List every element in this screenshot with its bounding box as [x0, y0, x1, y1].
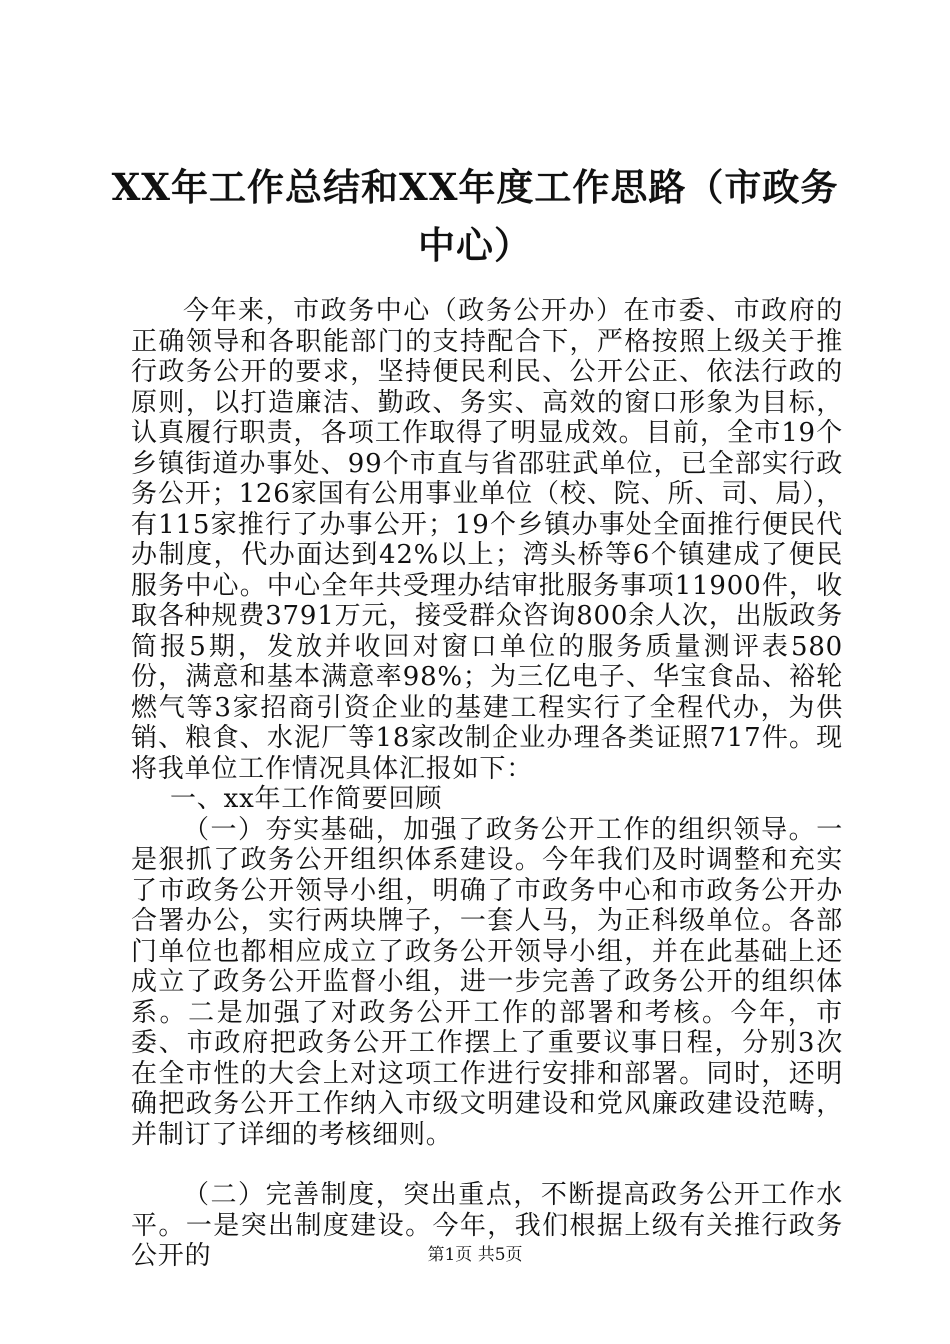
document-title: XX年工作总结和XX年度工作思路（市政务中心）	[111, 165, 839, 267]
intro-paragraph: 今年来，市政务中心（政务公开办）在市委、市政府的正确领导和各职能部门的支持配合下，严格按照上级关于推行政务公开的要求，坚持便民利民、公开公正、依法行政的原则，以打造廉洁、勤政、务实、高效的窗口形象为目标，认真履行职责，各项工作取得了明显成效。目前，全市19个乡镇街道办事处、99个市直与省邵驻武单位，已全部实行政务公开；126家国有公用事业单位（校、院、所、司、局），有115家推行了办事公开；19个乡镇办事处全面推行便民代办制度，代办面达到42%以上；湾头桥等6个镇建成了便民服务中心。中心全年共受理办结审批服务事项11900件，收取各种规费3791万元，接受群众咨询800余人次，出版政务简报5期，发放并收回对窗口单位的服务质量测评表580份，满意和基本满意率98%；为三亿电子、华宝食品、裕轮燃气等3家招商引资企业的基建工程实行了全程代办，为供销、粮食、水泥厂等18家改制企业办理各类证照717件。现将我单位工作情况具体汇报如下：	[131, 296, 843, 784]
document-body	[131, 296, 843, 1272]
subsection-paragraph-1: （一）夯实基础，加强了政务公开工作的组织领导。一是狠抓了政务公开组织体系建设。今年我们及时调整和充实了市政务公开领导小组，明确了市政务中心和市政务公开办合署办公，实行两块牌子，一套人马，为正科级单位。各部门单位也都相应成立了政务公开领导小组，并在此基础上还成立了政务公开监督小组，进一步完善了政务公开的组织体系。二是加强了对政务公开工作的部署和考核。今年，市委、市政府把政务公开工作摆上了重要议事日程，分别3次在全市性的大会上对这项工作进行安排和部署。同时，还明确把政务公开工作纳入市级文明建设和党风廉政建设范畴，并制订了详细的考核细则。	[131, 814, 843, 1150]
paragraph-spacer	[131, 1150, 843, 1180]
subsection-paragraph-2: （二）完善制度，突出重点，不断提高政务公开工作水平。一是突出制度建设。今年，我们根据上级有关推行政务公开的	[131, 1180, 843, 1271]
page-number-footer: 第1页 共5页	[427, 1245, 523, 1265]
section-heading: 一、xx年工作简要回顾	[170, 784, 443, 814]
